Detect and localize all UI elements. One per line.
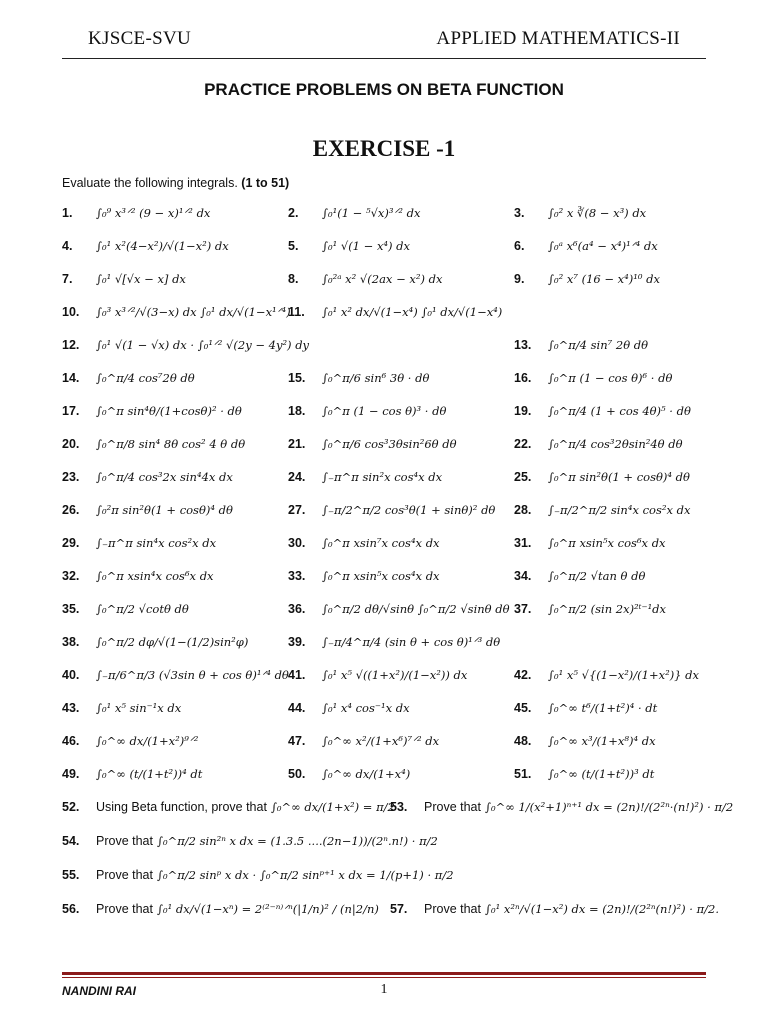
proof-instruction: Prove that [96,868,153,882]
problem-number: 27. [288,502,306,517]
problem-item [288,592,510,625]
page-number: 1 [380,982,388,997]
problem-grid [62,196,734,926]
problem-item [288,625,500,658]
problem-expression: ∫₀¹(1 − ⁵√x)³ᐟ² dx [322,205,421,220]
problem-expression: ∫₀^∞ (t/(1+t²))³ dt [548,766,655,781]
problem-number: 26. [62,502,80,517]
problem-item [62,658,289,691]
problem-number: 50. [288,766,306,781]
problem-number: 48. [514,733,532,748]
problem-number: 33. [288,568,306,583]
problem-number: 17. [62,403,80,418]
problem-expression: ∫₀^∞ dx/(1+x²)⁹ᐟ² [96,733,199,748]
problem-item [514,460,690,493]
footer-rule-thin [62,977,706,978]
proof-number: 52. [62,800,80,814]
problem-number: 13. [514,337,532,352]
problem-expression: ∫₀² x⁷ (16 − x⁴)¹⁰ dx [548,271,660,286]
problem-number: 2. [288,205,299,220]
problem-number: 3. [514,205,525,220]
problem-item [62,328,309,361]
proof-number: 54. [62,834,80,848]
intro-range: (1 to 51) [241,176,290,190]
problem-number: 4. [62,238,73,253]
problem-item [288,757,410,790]
footer-author: NANDINI RAI [62,984,136,998]
problem-expression: ∫₀^π/6 cos³3θsin²6θ dθ [322,436,457,451]
problem-expression: ∫₀^π/4 (1 + cos 4θ)⁵ · dθ [548,403,691,418]
problem-expression: ∫₀¹ x⁵ √((1+x²)/(1−x²)) dx [322,667,468,682]
problem-row [62,625,722,658]
problem-item [288,361,429,394]
problem-expression: ∫₋π/4^π/4 (sin θ + cos θ)¹ᐟ³ dθ [322,634,501,649]
problem-number: 28. [514,502,532,517]
problem-item [514,229,658,262]
problem-item [288,229,410,262]
page-title: PRACTICE PROBLEMS ON BETA FUNCTION [204,80,564,99]
problem-item [62,262,186,295]
problem-row [62,229,722,262]
problem-number: 15. [288,370,306,385]
problem-row [62,460,722,493]
proof-row [62,824,722,858]
problem-expression: ∫₀^π/4 sin⁷ 2θ dθ [548,337,649,352]
proof-expression: ∫₀^π/2 sin²ⁿ x dx = (1.3.5 ....(2n−1))/(2ⁿ.n!) · π/2 [156,834,438,848]
problem-number: 22. [514,436,532,451]
problem-item [62,361,195,394]
problem-item [62,460,233,493]
problem-item [288,262,442,295]
exercise-heading: EXERCISE -1 [312,136,456,161]
problem-number: 10. [62,304,80,319]
problem-number: 8. [288,271,299,286]
problem-item [514,262,660,295]
problem-item [62,229,229,262]
proof-item [62,858,454,892]
problem-expression: ∫₀¹ x² dx/√(1−x⁴) ∫₀¹ dx/√(1−x⁴) [322,304,503,319]
problem-number: 47. [288,733,306,748]
problem-expression: ∫₀^∞ dx/(1+x⁴) [322,766,411,781]
proof-number: 53. [390,800,408,814]
problem-row [62,295,722,328]
problem-item [62,427,245,460]
problem-expression: ∫₀^∞ (t/(1+t²))⁴ dt [96,766,203,781]
problem-item [514,361,672,394]
problem-expression: ∫₀^π/2 √tan θ dθ [548,568,646,583]
problem-number: 43. [62,700,80,715]
problem-expression: ∫₀¹ x⁴ cos⁻¹x dx [322,700,410,715]
problem-row [62,559,722,592]
problem-item [288,691,410,724]
proof-item [62,790,395,824]
problem-number: 30. [288,535,306,550]
problem-row [62,757,722,790]
proof-instruction: Prove that [96,902,153,916]
problem-item [62,394,242,427]
problem-expression: ∫₀^π/2 dθ/√sinθ ∫₀^π/2 √sinθ dθ [322,601,510,616]
problem-expression: ∫₀²ᵃ x² √(2ax − x²) dx [322,271,443,286]
intro-text [62,176,289,190]
problem-row [62,592,722,625]
problem-expression: ∫₀^π xsin⁵x cos⁶x dx [548,535,666,550]
problem-number: 11. [288,304,305,319]
proof-instruction: Using Beta function, prove that [96,800,267,814]
problem-expression: ∫₀^π/4 cos³2θsin²4θ dθ [548,436,683,451]
proof-item [62,892,379,926]
problem-number: 40. [62,667,80,682]
problem-number: 9. [514,271,525,286]
problem-number: 36. [288,601,306,616]
problem-expression: ∫₀^π/2 (sin 2x)²ᵗ⁻¹dx [548,601,667,616]
problem-number: 39. [288,634,306,649]
proof-row [62,858,722,892]
problem-expression: ∫₀^π/4 cos³2x sin⁴4x dx [96,469,233,484]
proof-instruction: Prove that [424,902,481,916]
problem-number: 41. [288,667,306,682]
problem-row [62,262,722,295]
proof-item [390,892,719,926]
problem-item [514,526,666,559]
problem-number: 46. [62,733,80,748]
problem-expression: ∫₀^π xsin⁷x cos⁴x dx [322,535,440,550]
problem-expression: ∫₀¹ x⁵ √{(1−x²)/(1+x²)} dx [548,667,699,682]
problem-item [514,328,648,361]
header-right: APPLIED MATHEMATICS-II [436,28,680,49]
problem-number: 23. [62,469,80,484]
proof-number: 56. [62,902,80,916]
problem-number: 31. [514,535,532,550]
problem-row [62,493,722,526]
footer-rule [62,972,706,975]
problem-item [62,526,216,559]
problem-number: 12. [62,337,80,352]
proof-number: 55. [62,868,80,882]
problem-number: 29. [62,535,80,550]
problem-row [62,691,722,724]
problem-item [288,427,457,460]
problem-row [62,724,722,757]
problem-expression: ∫₀ᵃ x⁶(a⁴ − x⁴)¹ᐟ⁴ dx [548,238,658,253]
problem-number: 38. [62,634,80,649]
problem-item [514,493,690,526]
problem-expression: ∫₀^π/2 dφ/√(1−(1/2)sin²φ) [96,634,249,649]
problem-expression: ∫₀^∞ x³/(1+x⁸)⁴ dx [548,733,656,748]
problem-number: 19. [514,403,532,418]
problem-item [288,658,467,691]
problem-expression: ∫₀^π sin⁴θ/(1+cosθ)² · dθ [96,403,242,418]
problem-item [288,460,442,493]
problem-number: 5. [288,238,299,253]
problem-expression: ∫₀¹ √(1 − x⁴) dx [322,238,411,253]
problem-item [514,592,666,625]
proof-expression: ∫₀^∞ dx/(1+x²) = π/2 [270,800,395,814]
problem-item [62,196,210,229]
problem-item [62,295,291,328]
proof-instruction: Prove that [424,800,481,814]
problem-number: 44. [288,700,306,715]
problem-row [62,361,722,394]
problem-item [514,691,657,724]
problem-item [288,295,502,328]
problem-expression: ∫₀^π/4 cos⁷2θ dθ [96,370,195,385]
proof-expression: ∫₀^π/2 sinᵖ x dx · ∫₀^π/2 sinᵖ⁺¹ x dx = 1/(p+1) · π/2 [156,868,454,882]
problem-number: 24. [288,469,306,484]
problem-item [62,691,181,724]
problem-expression: ∫₀² x ∛(8 − x³) dx [548,205,647,220]
problem-row [62,394,722,427]
proof-row [62,892,722,926]
problem-expression: ∫₀^∞ t⁶/(1+t²)⁴ · dt [548,700,658,715]
problem-number: 32. [62,568,80,583]
problem-item [62,493,233,526]
problem-item [288,493,495,526]
problem-expression: ∫₀^π/2 √cotθ dθ [96,601,189,616]
problem-expression: ∫₀^π (1 − cos θ)³ · dθ [322,403,447,418]
problem-expression: ∫₀⁹ x³ᐟ² (9 − x)¹ᐟ² dx [96,205,211,220]
problem-expression: ∫₀^∞ x²/(1+x⁶)⁷ᐟ² dx [322,733,440,748]
problem-number: 14. [62,370,80,385]
problem-number: 21. [288,436,306,451]
problem-item [514,196,646,229]
problem-item [514,724,656,757]
problem-expression: ∫₀^π xsin⁵x cos⁴x dx [322,568,440,583]
problem-row [62,328,722,361]
problem-item [514,757,654,790]
problem-item [514,394,691,427]
intro-instruction: Evaluate the following integrals. [62,176,238,190]
problem-item [62,625,248,658]
problem-item [62,592,189,625]
problem-item [288,559,440,592]
problem-expression: ∫₀³ x³ᐟ²/√(3−x) dx ∫₀¹ dx/√(1−x¹ᐟ⁴) [96,304,291,319]
problem-number: 37. [514,601,532,616]
problem-item [288,394,446,427]
problem-number: 51. [514,766,532,781]
problem-item [514,559,645,592]
problem-number: 7. [62,271,73,286]
proof-instruction: Prove that [96,834,153,848]
problem-item [62,724,198,757]
proof-number: 57. [390,902,408,916]
proof-row [62,790,734,824]
problem-expression: ∫₀^π xsin⁴x cos⁶x dx [96,568,214,583]
problem-expression: ∫₀^π (1 − cos θ)⁶ · dθ [548,370,673,385]
problem-expression: ∫₀^π/8 sin⁴ 8θ cos² 4 θ dθ [96,436,246,451]
problem-item [514,658,699,691]
problem-item [514,427,683,460]
problem-expression: ∫₀¹ √(1 − √x) dx · ∫₀¹ᐟ² √(2y − 4y²) dy [96,337,310,352]
proof-expression: ∫₀¹ x²ⁿ/√(1−x²) dx = (2n)!/(2²ⁿ(n!)²) · π/2. [484,902,720,916]
problem-number: 16. [514,370,532,385]
problem-row [62,427,722,460]
problem-expression: ∫₋π/2^π/2 sin⁴x cos²x dx [548,502,691,517]
problem-expression: ∫₋π/6^π/3 (√3sin θ + cos θ)¹ᐟ⁴ dθ [96,667,289,682]
problem-item [288,526,440,559]
problem-number: 1. [62,205,73,220]
problem-expression: ∫₀^π sin²θ(1 + cosθ)⁴ dθ [548,469,690,484]
problem-number: 35. [62,601,80,616]
problem-row [62,196,722,229]
problem-expression: ∫₀²π sin²θ(1 + cosθ)⁴ dθ [96,502,233,517]
proof-item [62,824,438,858]
header-left: KJSCE-SVU [88,28,191,49]
proof-item [390,790,733,824]
problem-expression: ∫₋π^π sin²x cos⁴x dx [322,469,443,484]
problem-expression: ∫₀¹ x⁵ sin⁻¹x dx [96,700,182,715]
problem-number: 20. [62,436,80,451]
problem-item [288,196,420,229]
header-rule [62,58,706,59]
problem-number: 6. [514,238,525,253]
problem-row [62,526,722,559]
problem-expression: ∫₀¹ √[√x − x] dx [96,271,186,286]
proof-expression: ∫₀¹ dx/√(1−xⁿ) = 2⁽²⁻ⁿ⁾ᐟⁿ(|1/n)² / (n|2/n) [156,902,379,916]
problem-number: 34. [514,568,532,583]
problem-number: 42. [514,667,532,682]
problem-number: 45. [514,700,532,715]
problem-expression: ∫₋π^π sin⁴x cos²x dx [96,535,217,550]
problem-row [62,658,722,691]
problem-item [62,757,202,790]
problem-item [288,724,439,757]
problem-number: 18. [288,403,306,418]
problem-item [62,559,214,592]
problem-expression: ∫₀^π/6 sin⁶ 3θ · dθ [322,370,430,385]
problem-number: 49. [62,766,80,781]
problem-number: 25. [514,469,532,484]
proof-expression: ∫₀^∞ 1/(x²+1)ⁿ⁺¹ dx = (2n)!/(2²ⁿ·(n!)²) · π/2 [484,800,734,814]
problem-expression: ∫₀¹ x²(4−x²)/√(1−x²) dx [96,238,229,253]
problem-expression: ∫₋π/2^π/2 cos³θ(1 + sinθ)² dθ [322,502,496,517]
